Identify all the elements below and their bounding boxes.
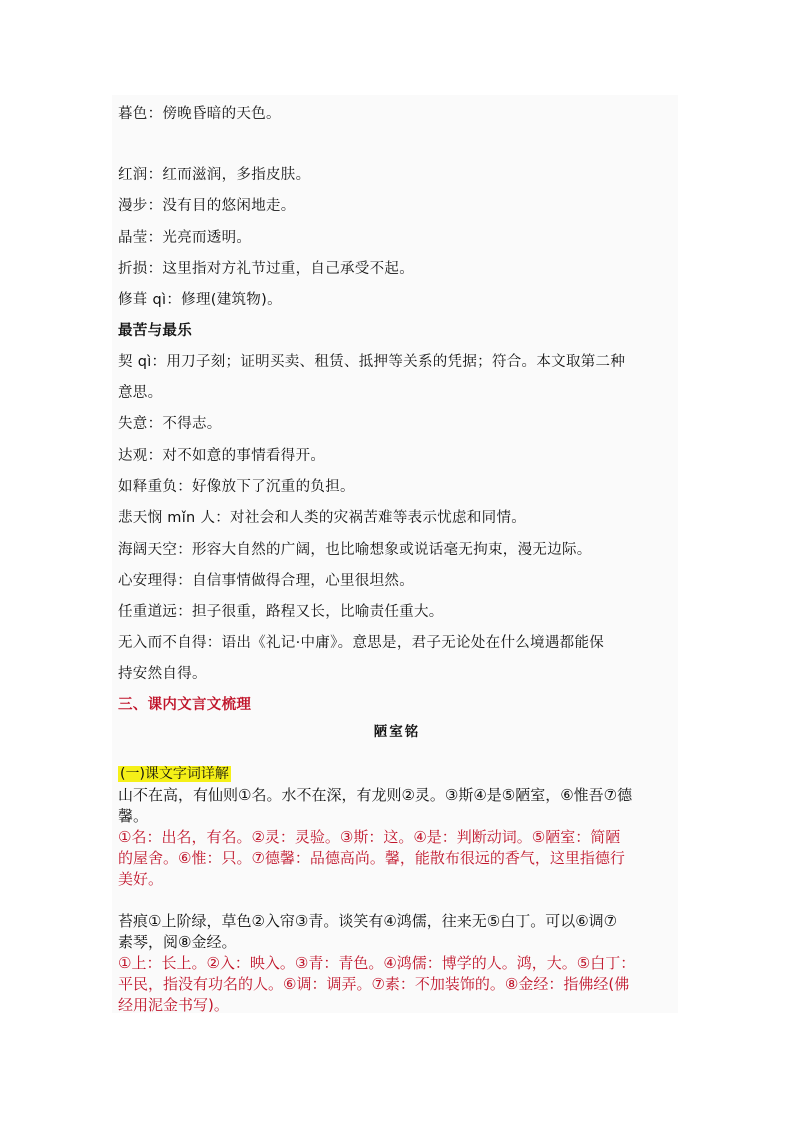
vocab-item-continued: 意思。: [118, 385, 163, 401]
section-title: 最苦与最乐: [118, 323, 192, 339]
annotation-line: 经用泥金书写)。: [118, 996, 229, 1014]
annotation-line: ①上：长上。②入：映入。③青：青色。④鸿儒：博学的人。鸿，大。⑤白丁：: [118, 954, 636, 972]
original-text-line: 馨。: [118, 807, 149, 825]
original-text-line: 苔痕①上阶绿，草色②入帘③青。谈笑有④鸿儒，往来无⑤白丁。可以⑥调⑦: [118, 912, 618, 930]
vocab-item: 折损：这里指对方礼节过重，自己承受不起。: [118, 261, 415, 277]
vocab-item: 暮色：傍晚昏暗的天色。: [118, 106, 281, 122]
vocab-item: 悲天悯 mǐn 人：对社会和人类的灾祸苦难等表示忧虑和同情。: [118, 510, 527, 526]
vocab-item: 漫步：没有目的悠闲地走。: [118, 198, 296, 214]
section-heading: 三、课内文言文梳理: [118, 697, 252, 713]
vocab-item: 海阔天空：形容大自然的广阔，也比喻想象或说话毫无拘束，漫无边际。: [118, 542, 592, 558]
poem-title: 陋室铭: [373, 724, 421, 740]
sub-heading: (一)课文字词详解: [120, 766, 229, 782]
vocab-item: 失意：不得志。: [118, 416, 222, 432]
vocab-item: 心安理得：自信事情做得合理，心里很坦然。: [118, 573, 414, 589]
annotation-line: 的屋舍。⑥惟：只。⑦德馨：品德高尚。馨，能散布很远的香气，这里指德行: [118, 849, 625, 867]
original-text-line: 素琴，阅⑧金经。: [118, 933, 237, 951]
vocab-item: 达观：对不如意的事情看得开。: [118, 448, 326, 464]
original-text-line: 山不在高，有仙则①名。水不在深，有龙则②灵。③斯④是⑤陋室，⑥惟吾⑦德: [118, 786, 633, 804]
vocab-item: 无入而不自得：语出《礼记·中庸》。意思是，君子无论处在什么境遇都能保: [118, 635, 605, 651]
vocab-item: 修葺 qì：修理(建筑物)。: [118, 292, 282, 308]
vocab-item: 晶莹：光亮而透明。: [118, 230, 252, 246]
vocab-item: 契 qì：用刀子刻；证明买卖、租赁、抵押等关系的凭据；符合。本文取第二种: [118, 354, 626, 370]
vocab-item-continued: 持安然自得。: [118, 666, 207, 682]
vocab-item: 任重道远：担子很重，路程又长，比喻责任重大。: [118, 604, 444, 620]
vocab-item: 红润：红而滋润，多指皮肤。: [118, 167, 311, 183]
annotation-line: ①名：出名，有名。②灵：灵验。③斯：这。④是：判断动词。⑤陋室：简陋: [118, 828, 621, 846]
vocab-item: 如释重负：好像放下了沉重的负担。: [118, 479, 355, 495]
annotation-line: 平民，指没有功名的人。⑥调：调弄。⑦素：不加装饰的。⑧金经：指佛经(佛: [118, 975, 630, 993]
annotation-line: 美好。: [118, 870, 164, 888]
